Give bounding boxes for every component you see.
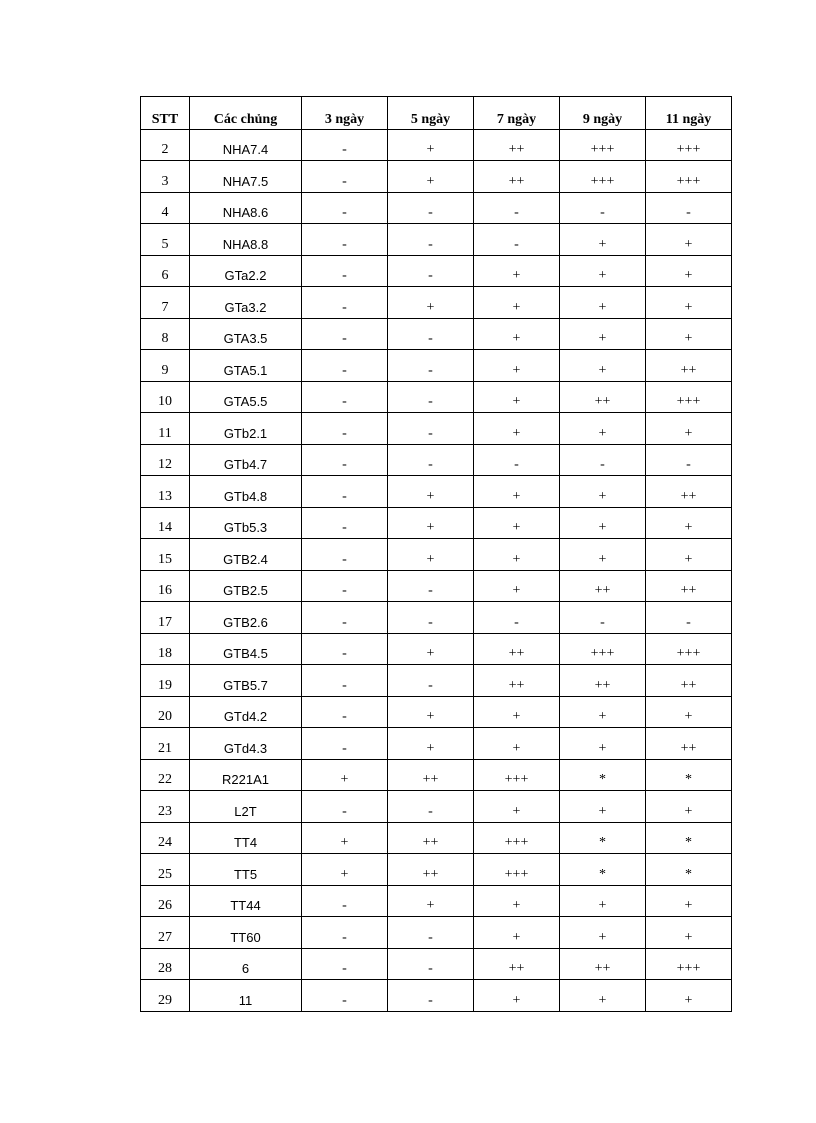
stt-cell: 4 (141, 192, 190, 224)
day-7-cell: +++ (474, 759, 560, 791)
stt-cell: 27 (141, 917, 190, 949)
day-7-cell: + (474, 318, 560, 350)
stt-cell: 15 (141, 539, 190, 571)
day-11-cell: * (646, 854, 732, 886)
table-row (141, 854, 732, 886)
stt-cell: 6 (141, 255, 190, 287)
day-3-cell: - (302, 192, 388, 224)
stt-cell: 21 (141, 728, 190, 760)
day-7-cell: ++ (474, 665, 560, 697)
day-11-cell: * (646, 759, 732, 791)
day-9-cell: + (560, 318, 646, 350)
day-11-cell: + (646, 507, 732, 539)
day-7-cell: + (474, 791, 560, 823)
day-3-cell: + (302, 759, 388, 791)
day-5-cell: - (388, 381, 474, 413)
day-9-cell: +++ (560, 633, 646, 665)
day-5-cell: - (388, 570, 474, 602)
day-7-cell: + (474, 885, 560, 917)
day-11-cell: - (646, 602, 732, 634)
day-5-cell: - (388, 413, 474, 445)
day-9-cell: + (560, 980, 646, 1012)
day-5-cell: - (388, 917, 474, 949)
stt-cell: 17 (141, 602, 190, 634)
table-row (141, 350, 732, 382)
strain-cell: GTd4.3 (190, 728, 302, 760)
day-3-cell: - (302, 476, 388, 508)
day-11-cell: + (646, 980, 732, 1012)
day-3-cell: - (302, 507, 388, 539)
strain-results-table (140, 96, 732, 1012)
day-11-cell: + (646, 413, 732, 445)
day-7-cell: + (474, 287, 560, 319)
day-11-cell: + (646, 318, 732, 350)
day-9-cell: ++ (560, 381, 646, 413)
day-9-cell: ++ (560, 948, 646, 980)
day-5-cell: + (388, 539, 474, 571)
stt-cell: 20 (141, 696, 190, 728)
table-row (141, 665, 732, 697)
strain-cell: GTa3.2 (190, 287, 302, 319)
table-row (141, 633, 732, 665)
day-7-cell: ++ (474, 161, 560, 193)
header-day-7: 7 ngày (474, 97, 560, 130)
day-9-cell: * (560, 759, 646, 791)
day-7-cell: + (474, 570, 560, 602)
table-row (141, 381, 732, 413)
strain-cell: GTd4.2 (190, 696, 302, 728)
day-5-cell: - (388, 444, 474, 476)
day-9-cell: + (560, 791, 646, 823)
stt-cell: 8 (141, 318, 190, 350)
day-9-cell: - (560, 602, 646, 634)
strain-cell: 11 (190, 980, 302, 1012)
day-5-cell: - (388, 192, 474, 224)
table-row (141, 287, 732, 319)
day-5-cell: ++ (388, 854, 474, 886)
header-day-3: 3 ngày (302, 97, 388, 130)
day-11-cell: - (646, 444, 732, 476)
table-row (141, 602, 732, 634)
stt-cell: 25 (141, 854, 190, 886)
stt-cell: 23 (141, 791, 190, 823)
stt-cell: 5 (141, 224, 190, 256)
day-7-cell: + (474, 255, 560, 287)
day-11-cell: ++ (646, 570, 732, 602)
day-9-cell: + (560, 917, 646, 949)
day-11-cell: + (646, 539, 732, 571)
table-row (141, 161, 732, 193)
day-11-cell: +++ (646, 129, 732, 161)
day-3-cell: - (302, 413, 388, 445)
day-3-cell: - (302, 665, 388, 697)
day-9-cell: +++ (560, 161, 646, 193)
header-strain: Các chủng (190, 97, 302, 130)
day-5-cell: - (388, 665, 474, 697)
day-5-cell: - (388, 602, 474, 634)
day-11-cell: + (646, 255, 732, 287)
stt-cell: 18 (141, 633, 190, 665)
stt-cell: 16 (141, 570, 190, 602)
strain-cell: GTB2.6 (190, 602, 302, 634)
day-5-cell: + (388, 161, 474, 193)
strain-cell: R221A1 (190, 759, 302, 791)
day-7-cell: +++ (474, 822, 560, 854)
strain-cell: NHA8.6 (190, 192, 302, 224)
day-5-cell: ++ (388, 822, 474, 854)
table-body (141, 129, 732, 1011)
stt-cell: 22 (141, 759, 190, 791)
day-3-cell: - (302, 255, 388, 287)
day-9-cell: + (560, 728, 646, 760)
day-7-cell: ++ (474, 633, 560, 665)
day-11-cell: ++ (646, 665, 732, 697)
day-9-cell: ++ (560, 665, 646, 697)
day-9-cell: + (560, 476, 646, 508)
strain-cell: L2T (190, 791, 302, 823)
day-9-cell: + (560, 224, 646, 256)
table-row (141, 885, 732, 917)
table-row (141, 791, 732, 823)
day-7-cell: + (474, 980, 560, 1012)
table-row (141, 759, 732, 791)
day-5-cell: - (388, 255, 474, 287)
day-3-cell: - (302, 885, 388, 917)
stt-cell: 10 (141, 381, 190, 413)
header-stt: STT (141, 97, 190, 130)
table-row (141, 224, 732, 256)
strain-cell: GTB5.7 (190, 665, 302, 697)
stt-cell: 9 (141, 350, 190, 382)
day-11-cell: ++ (646, 728, 732, 760)
day-3-cell: - (302, 287, 388, 319)
day-11-cell: ++ (646, 476, 732, 508)
day-3-cell: - (302, 224, 388, 256)
day-3-cell: - (302, 318, 388, 350)
day-11-cell: + (646, 791, 732, 823)
day-11-cell: + (646, 885, 732, 917)
strain-cell: GTb2.1 (190, 413, 302, 445)
day-11-cell: * (646, 822, 732, 854)
day-5-cell: + (388, 633, 474, 665)
day-3-cell: - (302, 917, 388, 949)
strain-cell: NHA7.5 (190, 161, 302, 193)
day-7-cell: - (474, 444, 560, 476)
header-day-11: 11 ngày (646, 97, 732, 130)
strain-cell: GTa2.2 (190, 255, 302, 287)
table-row (141, 192, 732, 224)
table-row (141, 255, 732, 287)
table-row (141, 476, 732, 508)
day-3-cell: - (302, 791, 388, 823)
day-7-cell: + (474, 696, 560, 728)
stt-cell: 14 (141, 507, 190, 539)
day-5-cell: + (388, 287, 474, 319)
day-7-cell: + (474, 350, 560, 382)
day-9-cell: + (560, 885, 646, 917)
day-5-cell: + (388, 696, 474, 728)
day-9-cell: * (560, 854, 646, 886)
strain-cell: GTb5.3 (190, 507, 302, 539)
day-11-cell: + (646, 696, 732, 728)
table-row (141, 507, 732, 539)
day-5-cell: - (388, 318, 474, 350)
day-11-cell: + (646, 287, 732, 319)
stt-cell: 2 (141, 129, 190, 161)
day-3-cell: - (302, 633, 388, 665)
day-5-cell: + (388, 728, 474, 760)
day-3-cell: - (302, 728, 388, 760)
day-3-cell: - (302, 161, 388, 193)
day-7-cell: - (474, 192, 560, 224)
day-7-cell: ++ (474, 129, 560, 161)
day-9-cell: + (560, 413, 646, 445)
strain-cell: NHA8.8 (190, 224, 302, 256)
table-row (141, 728, 732, 760)
stt-cell: 7 (141, 287, 190, 319)
table-row (141, 822, 732, 854)
table-row (141, 129, 732, 161)
strain-cell: GTB2.4 (190, 539, 302, 571)
day-5-cell: - (388, 791, 474, 823)
day-11-cell: +++ (646, 161, 732, 193)
day-7-cell: + (474, 539, 560, 571)
day-9-cell: + (560, 507, 646, 539)
day-3-cell: - (302, 129, 388, 161)
day-3-cell: + (302, 822, 388, 854)
stt-cell: 24 (141, 822, 190, 854)
strain-cell: TT44 (190, 885, 302, 917)
day-7-cell: +++ (474, 854, 560, 886)
day-11-cell: + (646, 917, 732, 949)
day-11-cell: +++ (646, 633, 732, 665)
day-9-cell: + (560, 350, 646, 382)
strain-cell: NHA7.4 (190, 129, 302, 161)
day-5-cell: + (388, 507, 474, 539)
day-3-cell: - (302, 570, 388, 602)
day-9-cell: + (560, 255, 646, 287)
day-5-cell: - (388, 350, 474, 382)
stt-cell: 13 (141, 476, 190, 508)
header-day-9: 9 ngày (560, 97, 646, 130)
table-header-row (141, 97, 732, 130)
day-11-cell: +++ (646, 948, 732, 980)
day-9-cell: + (560, 287, 646, 319)
day-3-cell: - (302, 696, 388, 728)
day-9-cell: * (560, 822, 646, 854)
header-day-5: 5 ngày (388, 97, 474, 130)
strain-cell: GTB4.5 (190, 633, 302, 665)
day-3-cell: - (302, 444, 388, 476)
day-9-cell: + (560, 539, 646, 571)
day-5-cell: + (388, 129, 474, 161)
day-7-cell: + (474, 917, 560, 949)
day-9-cell: + (560, 696, 646, 728)
day-7-cell: + (474, 728, 560, 760)
strain-cell: GTb4.7 (190, 444, 302, 476)
day-3-cell: - (302, 539, 388, 571)
strain-cell: TT4 (190, 822, 302, 854)
day-3-cell: - (302, 602, 388, 634)
stt-cell: 26 (141, 885, 190, 917)
table-row (141, 948, 732, 980)
day-11-cell: - (646, 192, 732, 224)
day-7-cell: - (474, 602, 560, 634)
day-9-cell: - (560, 444, 646, 476)
day-11-cell: + (646, 224, 732, 256)
table-row (141, 413, 732, 445)
day-11-cell: ++ (646, 350, 732, 382)
stt-cell: 3 (141, 161, 190, 193)
day-5-cell: - (388, 948, 474, 980)
day-5-cell: + (388, 885, 474, 917)
day-9-cell: - (560, 192, 646, 224)
day-9-cell: ++ (560, 570, 646, 602)
day-5-cell: - (388, 224, 474, 256)
table-row (141, 980, 732, 1012)
day-7-cell: + (474, 507, 560, 539)
day-3-cell: + (302, 854, 388, 886)
strain-cell: GTA5.1 (190, 350, 302, 382)
stt-cell: 12 (141, 444, 190, 476)
day-3-cell: - (302, 948, 388, 980)
table-row (141, 318, 732, 350)
day-7-cell: ++ (474, 948, 560, 980)
table-row (141, 539, 732, 571)
day-3-cell: - (302, 350, 388, 382)
day-5-cell: + (388, 476, 474, 508)
strain-cell: TT60 (190, 917, 302, 949)
day-3-cell: - (302, 381, 388, 413)
strain-cell: GTb4.8 (190, 476, 302, 508)
table-row (141, 917, 732, 949)
day-7-cell: - (474, 224, 560, 256)
table-row (141, 696, 732, 728)
strain-cell: 6 (190, 948, 302, 980)
day-3-cell: - (302, 980, 388, 1012)
table-row (141, 570, 732, 602)
day-5-cell: - (388, 980, 474, 1012)
stt-cell: 19 (141, 665, 190, 697)
day-7-cell: + (474, 413, 560, 445)
day-11-cell: +++ (646, 381, 732, 413)
strain-cell: GTA5.5 (190, 381, 302, 413)
day-7-cell: + (474, 381, 560, 413)
strain-cell: GTA3.5 (190, 318, 302, 350)
day-7-cell: + (474, 476, 560, 508)
stt-cell: 29 (141, 980, 190, 1012)
day-5-cell: ++ (388, 759, 474, 791)
strain-cell: TT5 (190, 854, 302, 886)
stt-cell: 11 (141, 413, 190, 445)
day-9-cell: +++ (560, 129, 646, 161)
stt-cell: 28 (141, 948, 190, 980)
table-row (141, 444, 732, 476)
strain-cell: GTB2.5 (190, 570, 302, 602)
